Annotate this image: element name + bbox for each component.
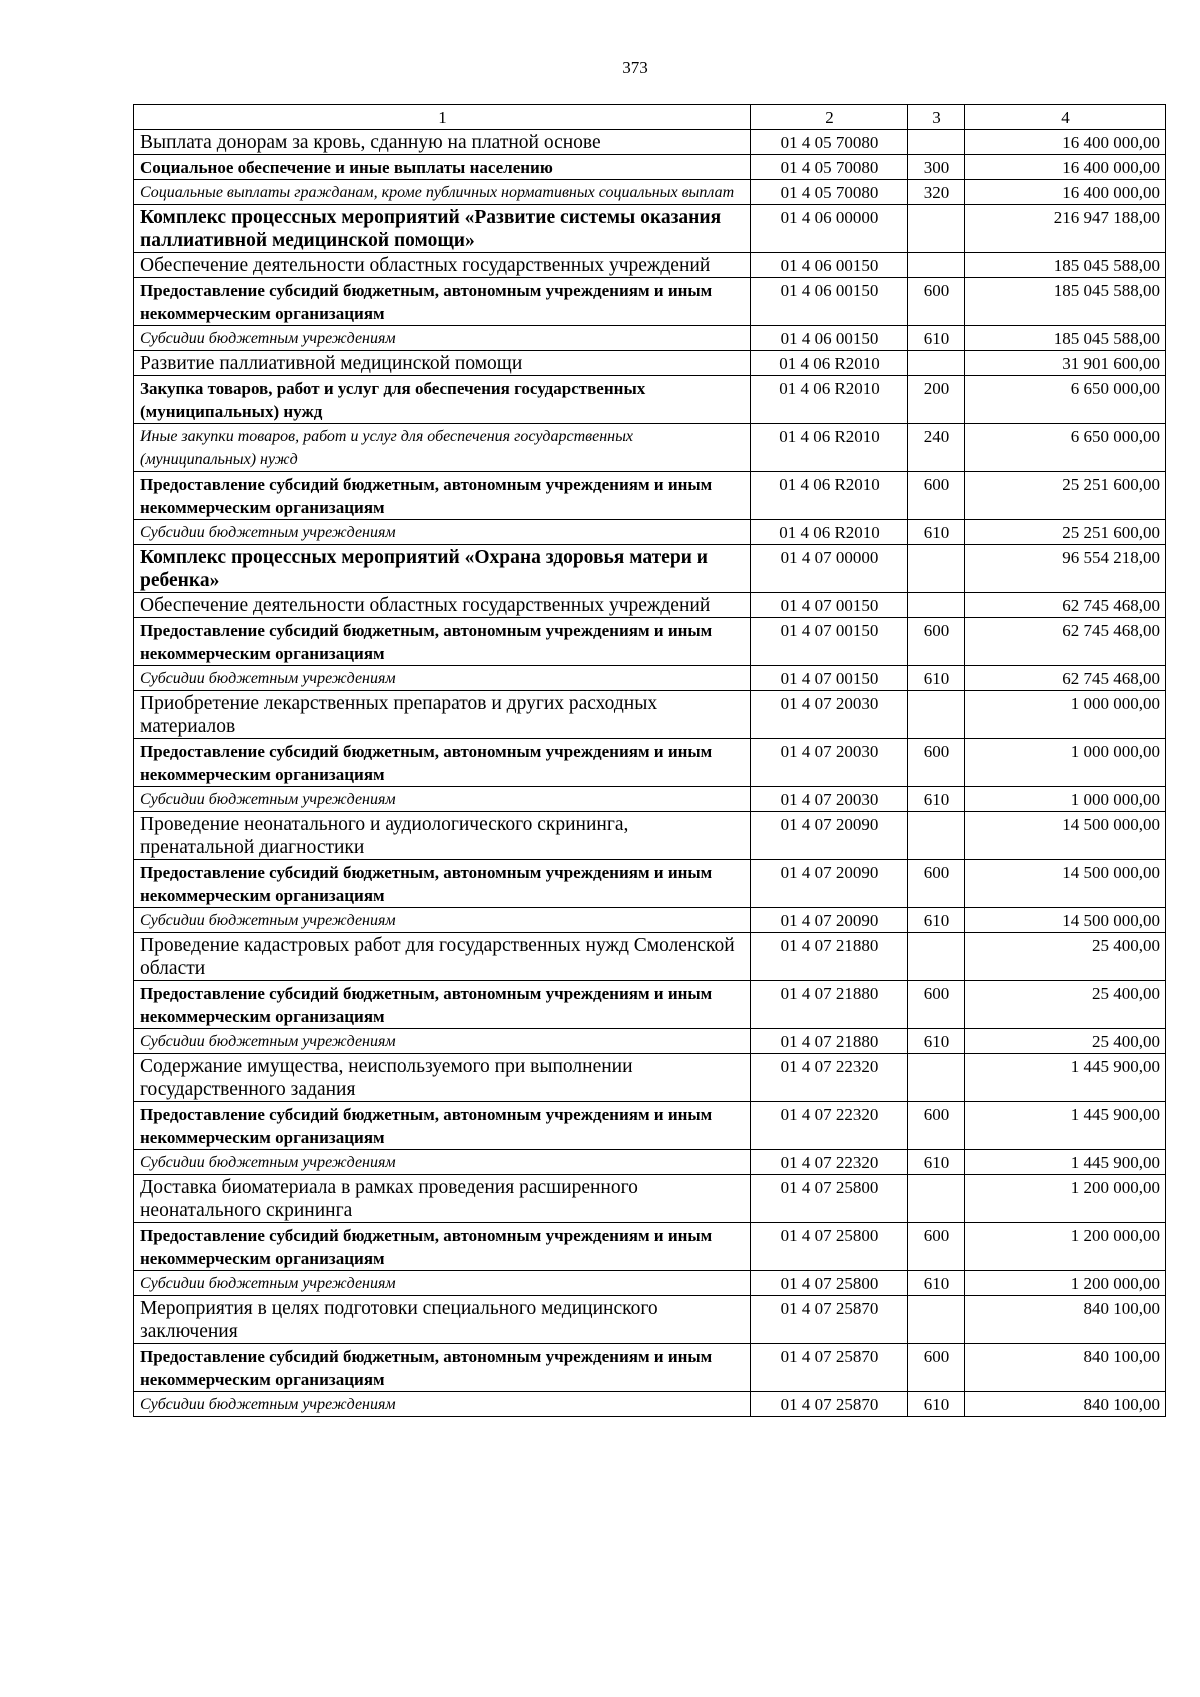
expense-type (908, 691, 965, 739)
amount: 1 000 000,00 (965, 787, 1166, 812)
amount: 216 947 188,00 (965, 205, 1166, 253)
expense-type: 610 (908, 326, 965, 351)
target-code: 01 4 07 25800 (751, 1223, 908, 1271)
target-code: 01 4 06 R2010 (751, 376, 908, 424)
target-code: 01 4 07 20030 (751, 691, 908, 739)
amount: 25 400,00 (965, 1029, 1166, 1054)
table-row (134, 593, 1166, 618)
target-code: 01 4 07 22320 (751, 1150, 908, 1175)
expense-type: 600 (908, 860, 965, 908)
item-name: Субсидии бюджетным учреждениям (134, 520, 751, 545)
target-code: 01 4 07 25800 (751, 1271, 908, 1296)
amount: 6 650 000,00 (965, 376, 1166, 424)
table-row (134, 981, 1166, 1029)
expense-type (908, 1175, 965, 1223)
amount: 14 500 000,00 (965, 908, 1166, 933)
item-name: Субсидии бюджетным учреждениям (134, 326, 751, 351)
amount: 25 400,00 (965, 933, 1166, 981)
expense-type (908, 545, 965, 593)
amount: 96 554 218,00 (965, 545, 1166, 593)
expense-type: 600 (908, 1102, 965, 1150)
table-row (134, 205, 1166, 253)
table-row (134, 1029, 1166, 1054)
expense-type: 610 (908, 908, 965, 933)
target-code: 01 4 07 00150 (751, 618, 908, 666)
item-name: Предоставление субсидий бюджетным, автономным учреждениям и иным некоммерческим организациям (134, 981, 751, 1029)
expense-type: 610 (908, 1392, 965, 1417)
item-name: Предоставление субсидий бюджетным, автономным учреждениям и иным некоммерческим организациям (134, 739, 751, 787)
item-name: Субсидии бюджетным учреждениям (134, 1271, 751, 1296)
item-name: Субсидии бюджетным учреждениям (134, 787, 751, 812)
target-code: 01 4 06 R2010 (751, 351, 908, 376)
item-name: Субсидии бюджетным учреждениям (134, 908, 751, 933)
item-name: Субсидии бюджетным учреждениям (134, 666, 751, 691)
table-row (134, 278, 1166, 326)
expense-type: 300 (908, 155, 965, 180)
table-row (134, 1271, 1166, 1296)
table-row (134, 180, 1166, 205)
budget-table (133, 104, 1166, 1417)
amount: 840 100,00 (965, 1296, 1166, 1344)
column-header-4: 4 (965, 105, 1166, 130)
table-body (134, 130, 1166, 1417)
table-row (134, 1296, 1166, 1344)
amount: 1 445 900,00 (965, 1054, 1166, 1102)
item-name: Социальные выплаты гражданам, кроме публичных нормативных социальных выплат (134, 180, 751, 205)
target-code: 01 4 06 00000 (751, 205, 908, 253)
amount: 185 045 588,00 (965, 278, 1166, 326)
column-header-3: 3 (908, 105, 965, 130)
table-row (134, 1054, 1166, 1102)
amount: 185 045 588,00 (965, 253, 1166, 278)
expense-type (908, 253, 965, 278)
item-name: Предоставление субсидий бюджетным, автономным учреждениям и иным некоммерческим организациям (134, 1102, 751, 1150)
amount: 25 251 600,00 (965, 520, 1166, 545)
table-row (134, 1392, 1166, 1417)
expense-type (908, 812, 965, 860)
target-code: 01 4 06 00150 (751, 278, 908, 326)
target-code: 01 4 07 21880 (751, 933, 908, 981)
table-row (134, 472, 1166, 520)
item-name: Выплата донорам за кровь, сданную на платной основе (134, 130, 751, 155)
table-row (134, 1175, 1166, 1223)
header-row (134, 105, 1166, 130)
table-row (134, 787, 1166, 812)
table-row (134, 691, 1166, 739)
target-code: 01 4 06 R2010 (751, 424, 908, 472)
item-name: Закупка товаров, работ и услуг для обеспечения государственных (муниципальных) нужд (134, 376, 751, 424)
table-row (134, 812, 1166, 860)
expense-type (908, 1296, 965, 1344)
item-name: Предоставление субсидий бюджетным, автономным учреждениям и иным некоммерческим организациям (134, 472, 751, 520)
expense-type (908, 130, 965, 155)
item-name: Проведение неонатального и аудиологического скрининга, пренатальной диагностики (134, 812, 751, 860)
item-name: Мероприятия в целях подготовки специального медицинского заключения (134, 1296, 751, 1344)
target-code: 01 4 05 70080 (751, 155, 908, 180)
item-name: Предоставление субсидий бюджетным, автономным учреждениям и иным некоммерческим организациям (134, 1223, 751, 1271)
item-name: Иные закупки товаров, работ и услуг для обеспечения государственных (муниципальных) нужд (134, 424, 751, 472)
table-row (134, 666, 1166, 691)
expense-type: 600 (908, 278, 965, 326)
target-code: 01 4 06 R2010 (751, 472, 908, 520)
amount: 16 400 000,00 (965, 155, 1166, 180)
item-name: Доставка биоматериала в рамках проведения расширенного неонатального скрининга (134, 1175, 751, 1223)
expense-type: 200 (908, 376, 965, 424)
item-name: Субсидии бюджетным учреждениям (134, 1392, 751, 1417)
table-row (134, 1102, 1166, 1150)
amount: 6 650 000,00 (965, 424, 1166, 472)
expense-type: 610 (908, 1150, 965, 1175)
item-name: Субсидии бюджетным учреждениям (134, 1150, 751, 1175)
expense-type (908, 205, 965, 253)
amount: 1 200 000,00 (965, 1175, 1166, 1223)
expense-type: 320 (908, 180, 965, 205)
table-row (134, 1344, 1166, 1392)
table-row (134, 860, 1166, 908)
amount: 14 500 000,00 (965, 860, 1166, 908)
amount: 25 400,00 (965, 981, 1166, 1029)
table-row (134, 424, 1166, 472)
target-code: 01 4 07 20090 (751, 812, 908, 860)
expense-type: 600 (908, 618, 965, 666)
table-row (134, 326, 1166, 351)
item-name: Предоставление субсидий бюджетным, автономным учреждениям и иным некоммерческим организациям (134, 618, 751, 666)
expense-type: 600 (908, 1344, 965, 1392)
target-code: 01 4 07 00000 (751, 545, 908, 593)
table-row (134, 545, 1166, 593)
target-code: 01 4 05 70080 (751, 180, 908, 205)
amount: 1 200 000,00 (965, 1223, 1166, 1271)
target-code: 01 4 07 00150 (751, 666, 908, 691)
table-row (134, 253, 1166, 278)
table-row (134, 351, 1166, 376)
table-row (134, 618, 1166, 666)
amount: 62 745 468,00 (965, 593, 1166, 618)
target-code: 01 4 06 00150 (751, 326, 908, 351)
amount: 25 251 600,00 (965, 472, 1166, 520)
item-name: Предоставление субсидий бюджетным, автономным учреждениям и иным некоммерческим организациям (134, 1344, 751, 1392)
item-name: Предоставление субсидий бюджетным, автономным учреждениям и иным некоммерческим организациям (134, 860, 751, 908)
target-code: 01 4 07 25870 (751, 1296, 908, 1344)
expense-type: 240 (908, 424, 965, 472)
item-name: Комплекс процессных мероприятий «Охрана здоровья матери и ребенка» (134, 545, 751, 593)
amount: 1 000 000,00 (965, 691, 1166, 739)
target-code: 01 4 07 25870 (751, 1392, 908, 1417)
column-header-2: 2 (751, 105, 908, 130)
expense-type (908, 933, 965, 981)
item-name: Социальное обеспечение и иные выплаты населению (134, 155, 751, 180)
item-name: Субсидии бюджетным учреждениям (134, 1029, 751, 1054)
table-row (134, 933, 1166, 981)
expense-type: 610 (908, 787, 965, 812)
expense-type (908, 593, 965, 618)
target-code: 01 4 07 21880 (751, 1029, 908, 1054)
amount: 1 200 000,00 (965, 1271, 1166, 1296)
expense-type: 600 (908, 981, 965, 1029)
target-code: 01 4 07 22320 (751, 1102, 908, 1150)
item-name: Комплекс процессных мероприятий «Развитие системы оказания паллиативной медицинской помощи» (134, 205, 751, 253)
table-row (134, 1223, 1166, 1271)
expense-type: 600 (908, 739, 965, 787)
target-code: 01 4 07 22320 (751, 1054, 908, 1102)
table-row (134, 520, 1166, 545)
amount: 62 745 468,00 (965, 618, 1166, 666)
table-header (134, 105, 1166, 130)
amount: 31 901 600,00 (965, 351, 1166, 376)
expense-type (908, 1054, 965, 1102)
table-row (134, 908, 1166, 933)
item-name: Предоставление субсидий бюджетным, автономным учреждениям и иным некоммерческим организациям (134, 278, 751, 326)
expense-type: 610 (908, 1271, 965, 1296)
amount: 1 000 000,00 (965, 739, 1166, 787)
amount: 16 400 000,00 (965, 130, 1166, 155)
table-row (134, 1150, 1166, 1175)
target-code: 01 4 05 70080 (751, 130, 908, 155)
target-code: 01 4 06 R2010 (751, 520, 908, 545)
target-code: 01 4 07 20090 (751, 908, 908, 933)
amount: 1 445 900,00 (965, 1150, 1166, 1175)
table-row (134, 130, 1166, 155)
table-row (134, 155, 1166, 180)
item-name: Обеспечение деятельности областных государственных учреждений (134, 253, 751, 278)
expense-type: 610 (908, 520, 965, 545)
page-number: 373 (622, 58, 648, 77)
amount: 840 100,00 (965, 1344, 1166, 1392)
item-name: Обеспечение деятельности областных государственных учреждений (134, 593, 751, 618)
target-code: 01 4 07 20090 (751, 860, 908, 908)
target-code: 01 4 07 25870 (751, 1344, 908, 1392)
item-name: Приобретение лекарственных препаратов и других расходных материалов (134, 691, 751, 739)
target-code: 01 4 07 20030 (751, 787, 908, 812)
expense-type: 600 (908, 1223, 965, 1271)
target-code: 01 4 07 25800 (751, 1175, 908, 1223)
item-name: Проведение кадастровых работ для государственных нужд Смоленской области (134, 933, 751, 981)
expense-type: 610 (908, 666, 965, 691)
amount: 16 400 000,00 (965, 180, 1166, 205)
expense-type: 610 (908, 1029, 965, 1054)
amount: 185 045 588,00 (965, 326, 1166, 351)
item-name: Содержание имущества, неиспользуемого при выполнении государственного задания (134, 1054, 751, 1102)
column-header-1: 1 (134, 105, 751, 130)
table-row (134, 376, 1166, 424)
expense-type (908, 351, 965, 376)
amount: 14 500 000,00 (965, 812, 1166, 860)
amount: 1 445 900,00 (965, 1102, 1166, 1150)
target-code: 01 4 07 00150 (751, 593, 908, 618)
expense-type: 600 (908, 472, 965, 520)
item-name: Развитие паллиативной медицинской помощи (134, 351, 751, 376)
target-code: 01 4 06 00150 (751, 253, 908, 278)
target-code: 01 4 07 20030 (751, 739, 908, 787)
amount: 62 745 468,00 (965, 666, 1166, 691)
table-row (134, 739, 1166, 787)
target-code: 01 4 07 21880 (751, 981, 908, 1029)
amount: 840 100,00 (965, 1392, 1166, 1417)
